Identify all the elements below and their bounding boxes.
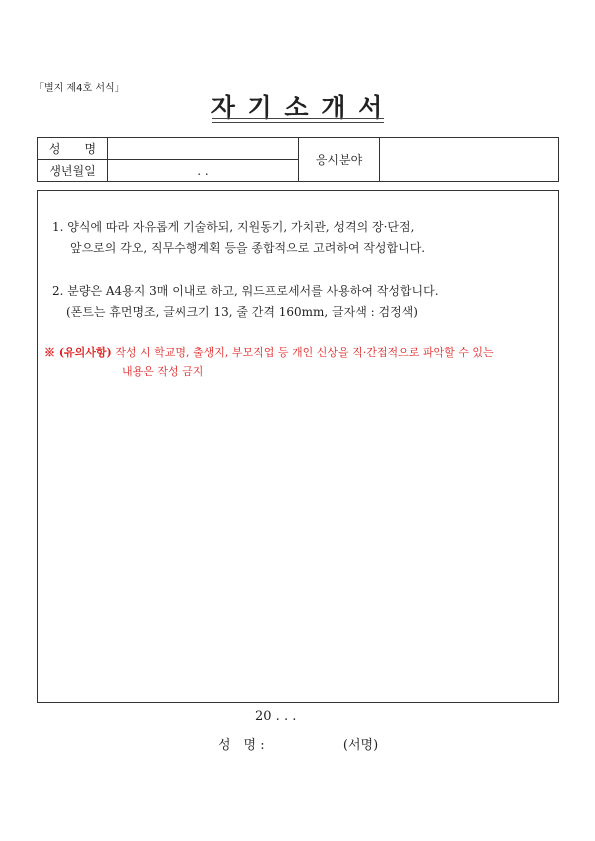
form-number-label: 「별지 제4호 서식」	[34, 83, 125, 94]
instruction-item-2	[52, 281, 439, 323]
field-label: 응시분야	[299, 138, 380, 182]
caution-note	[44, 343, 494, 381]
signature-label: 성 명 :	[218, 738, 265, 753]
title-double-underline	[212, 118, 384, 123]
instruction-1-line-2: 앞으로의 각오, 직무수행계획 등을 종합적으로 고려하여 작성합니다.	[70, 241, 426, 255]
birth-field[interactable]: . .	[108, 160, 299, 182]
date-line: 20 . . .	[255, 709, 297, 724]
instruction-2-line-1: 2. 분량은 A4용지 3매 이내로 하고, 워드프로세서를 사용하여 작성합니다.	[52, 284, 439, 298]
field-value[interactable]	[380, 138, 559, 182]
caution-line-1: 작성 시 학교명, 출생지, 부모직업 등 개인 신상을 직·간접적으로 파악할 수 있는	[111, 346, 494, 359]
name-label: 성 명	[38, 138, 108, 160]
caution-line-2: 내용은 작성 금지	[122, 365, 204, 378]
signature-line	[218, 734, 378, 753]
instruction-2-line-2: (폰트는 휴먼명조, 글씨크기 13, 줄 간격 160mm, 글자색 : 검정색)	[66, 305, 418, 319]
applicant-info-table	[37, 137, 559, 182]
birth-label: 생년월일	[38, 160, 108, 182]
document-title: 자 기 소 개 서	[210, 93, 385, 122]
instruction-1-line-1: 1. 양식에 따라 자유롭게 기술하되, 지원동기, 가치관, 성격의 장·단점,	[52, 220, 415, 234]
caution-prefix: ※ (유의사항)	[44, 346, 112, 359]
instruction-item-1	[52, 217, 425, 259]
name-field[interactable]	[108, 138, 299, 160]
essay-body-box[interactable]	[37, 190, 559, 703]
signature-mark: (서명)	[342, 738, 379, 753]
